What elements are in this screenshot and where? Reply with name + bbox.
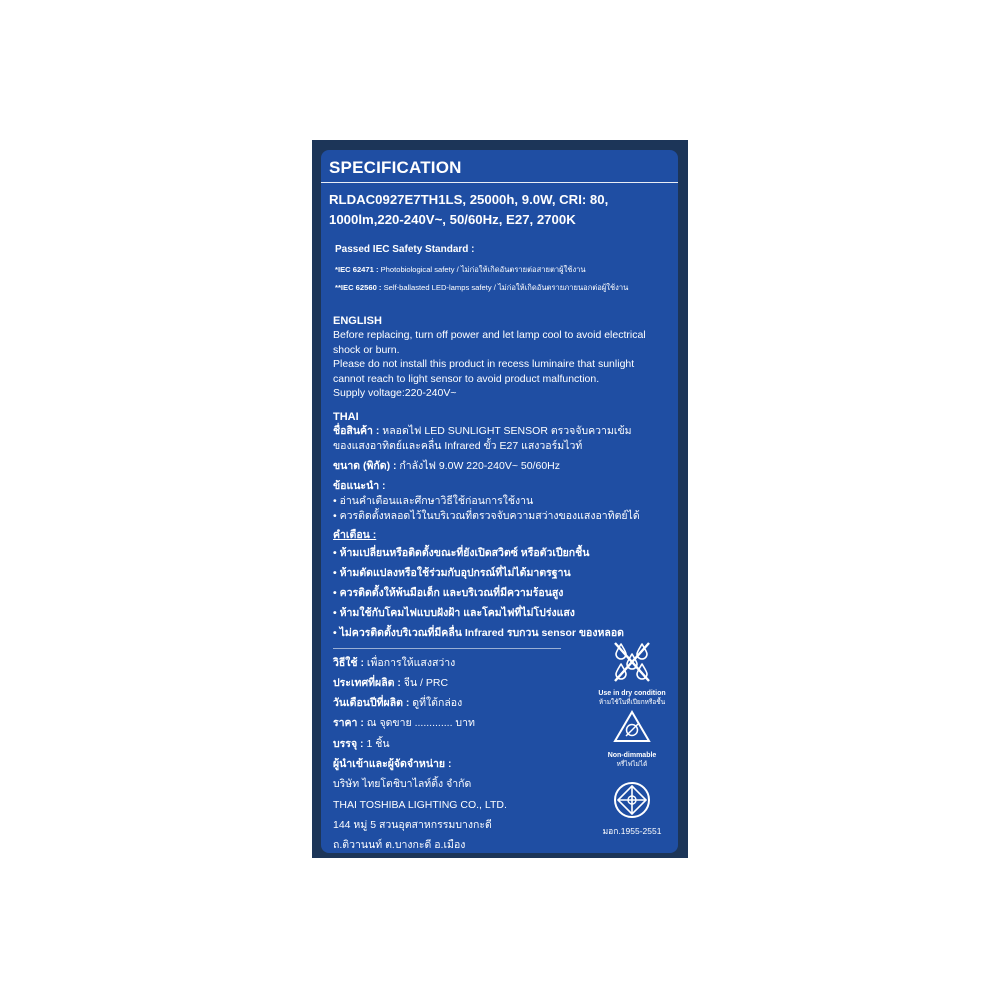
english-line: cannot reach to light sensor to avoid product malfunction. bbox=[333, 372, 600, 385]
safety-standards bbox=[335, 243, 675, 293]
standard-item bbox=[335, 265, 675, 275]
spec-title: SPECIFICATION bbox=[329, 158, 462, 177]
warning-item: • ห้ามดัดแปลงหรือใช้ร่วมกับอุปกรณ์ที่ไม่ได้มาตรฐาน bbox=[333, 566, 571, 579]
tis-caption: มอก.1955-2551 bbox=[602, 826, 662, 836]
rating-value: กำลังไฟ 9.0W 220-240V~ 50/60Hz bbox=[399, 459, 560, 472]
warning-item: • ห้ามใช้กับโคมไฟแบบฝังฝ้า และโคมไฟที่ไม่โปร่งแสง bbox=[333, 606, 575, 619]
product-name bbox=[333, 424, 673, 439]
warning-title: คำเตือน : bbox=[333, 528, 377, 541]
standard-item bbox=[335, 283, 675, 293]
title-divider bbox=[321, 182, 678, 183]
thai-heading: THAI bbox=[333, 410, 359, 423]
warning-item: • ห้ามเปลี่ยนหรือติดตั้งขณะที่ยังเปิดสวิตซ์ หรือตัวเปียกชื้น bbox=[333, 546, 590, 559]
standards-title: Passed IEC Safety Standard : bbox=[335, 244, 475, 255]
english-heading: ENGLISH bbox=[333, 315, 382, 327]
info-row: ผู้นำเข้าและผู้จัดจำหน่าย : bbox=[333, 757, 452, 770]
info-row: ราคา : ณ จุดขาย ............. บาท bbox=[333, 717, 475, 730]
info-row: วิธีใช้ : เพื่อการให้แสงสว่าง bbox=[333, 656, 456, 669]
info-row: บรรจุ : 1 ชิ้น bbox=[333, 737, 390, 750]
nondim-caption-th: หรี่ไฟไม่ได้ bbox=[616, 761, 648, 768]
spec-line: 1000lm,220-240V~, 50/60Hz, E27, 2700K bbox=[329, 212, 576, 227]
advice-item: • อ่านคำเตือนและศึกษาวิธีใช้ก่อนการใช้งาน bbox=[333, 494, 534, 507]
spec-summary bbox=[329, 190, 674, 230]
product-value: หลอดไฟ LED SUNLIGHT SENSOR ตรวจจับความเข้ม bbox=[382, 424, 632, 437]
english-line: Supply voltage:220-240V~ bbox=[333, 387, 457, 399]
advice-item: • ควรติดตั้งหลอดไว้ในบริเวณที่ตรวจจับความสว่างของแสงอาทิตย์ได้ bbox=[333, 509, 640, 522]
address-line: จ.ปทุมธานี 12000 bbox=[333, 859, 415, 872]
address-line: บริษัท ไทยโตชิบาไลท์ติ้ง จำกัด bbox=[333, 778, 472, 791]
standard-text: Photobiological safety / ไม่ก่อให้เกิดอันตรายต่อสายตาผู้ใช้งาน bbox=[380, 265, 586, 274]
info-row: วันเดือนปีที่ผลิต : ดูที่ใต้กล่อง bbox=[333, 697, 463, 710]
warning-item: • ไม่ควรติดตั้งบริเวณที่มีคลื่น Infrared รบกวน sensor ของหลอด bbox=[333, 626, 624, 639]
english-line: shock or burn. bbox=[333, 343, 400, 356]
info-row: ประเทศที่ผลิต : จีน / PRC bbox=[333, 676, 449, 689]
nondim-caption-en: Non-dimmable bbox=[607, 752, 657, 759]
english-line: Before replacing, turn off power and let lamp cool to avoid electrical bbox=[333, 329, 646, 341]
rating bbox=[333, 459, 673, 474]
dry-caption-th: ห้ามใช้ในที่เปียกหรือชื้น bbox=[598, 699, 666, 706]
warning-item: • ควรติดตั้งให้พ้นมือเด็ก และบริเวณที่มีความร้อนสูง bbox=[333, 586, 564, 599]
product-label: ชื่อสินค้า : bbox=[333, 424, 380, 437]
tis-standard-mark-icon bbox=[612, 780, 652, 820]
standard-code: *IEC 62471 : bbox=[335, 265, 379, 274]
spec-line: RLDAC0927E7TH1LS, 25000h, 9.0W, CRI: 80, bbox=[329, 192, 609, 207]
english-line: Please do not install this product in recess luminaire that sunlight bbox=[333, 358, 635, 370]
specification-panel bbox=[321, 150, 678, 872]
dry-condition-icon bbox=[612, 640, 652, 684]
address-line: ถ.ติวานนท์ ต.บางกะดี อ.เมือง bbox=[333, 839, 466, 852]
address-line: THAI TOSHIBA LIGHTING CO., LTD. bbox=[333, 798, 507, 811]
standard-text: Self-ballasted LED-lamps safety / ไม่ก่อให้เกิดอันตรายภายนอกต่อผู้ใช้งาน bbox=[383, 283, 629, 292]
dry-condition-block bbox=[587, 640, 677, 707]
rating-label: ขนาด (พิกัด) : bbox=[333, 459, 397, 472]
non-dimmable-icon bbox=[612, 710, 652, 746]
standard-code: **IEC 62560 : bbox=[335, 283, 382, 292]
section-divider bbox=[333, 648, 561, 649]
dry-caption-en: Use in dry condition bbox=[598, 690, 666, 697]
label-frame bbox=[312, 140, 688, 872]
product-value-cont: ของแสงอาทิตย์และคลื่น Infrared ขั้ว E27 แสงวอร์มไวท์ bbox=[333, 439, 583, 452]
advice-title: ข้อแนะนำ : bbox=[333, 479, 386, 492]
address-line: 144 หมู่ 5 สวนอุตสาหกรรมบางกะดี bbox=[333, 818, 492, 831]
non-dimmable-block bbox=[587, 710, 677, 769]
tis-block bbox=[587, 780, 677, 836]
